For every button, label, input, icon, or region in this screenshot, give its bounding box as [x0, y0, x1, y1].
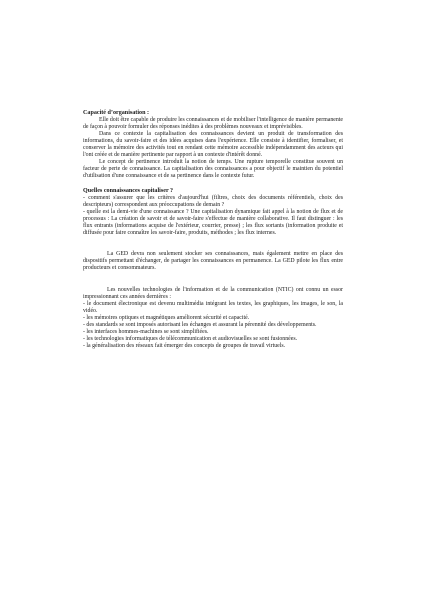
list-item: - comment s'assurer que les critères d'aujourd'hui (filtres, choix des documents référentiels, choix des descripteurs) correspondent aux préoccupations de demain ? [83, 195, 343, 208]
list-item: - le document électronique est devenu multimédia intégrant les textes, les graphiques, les images, le son, la vidéo. [83, 301, 343, 314]
ntic-list [83, 301, 343, 350]
paragraph-ged: La GED devra non seulement stocker ses connaissances, mais également mettre en place des dispositifs permettant d'échanger, de partager les connaissances en permanence. La GED pilote les flux entre producteurs et consommateurs. [83, 251, 343, 271]
document-body [83, 110, 343, 350]
list-item: - des standards se sont imposés autorisant les échanges et assurant la pérennité des développements. [83, 322, 317, 328]
question-list [83, 195, 343, 237]
list-item: - les interfaces hommes-machines se sont simplifiées. [83, 329, 209, 335]
list-item: - les technologies informatiques de télécommunication et audiovisuelles se sont fusionnées. [83, 336, 298, 342]
list-item: - quelle est la demi-vie d'une connaissance ? Une capitalisation dynamique fait appel à la notion de flux et de processus : La création de savoir et de savoir-faire s'effectue de manière collaborative. Il faut distinguer : les flux entrants (informations acquise de l'extérieur, courrier, presse) ; les flux sortants (information produite et diffusée pour faire connaître les savoir-faire, produits, méthodes ; les flux internes. [83, 209, 343, 236]
paragraph-ntic-intro: Les nouvelles technologies de l'information et de la communication (NTIC) ont connu un essor impressionnant ces années dernières : [83, 287, 343, 300]
list-item: - la généralisation des réseaux fait émerger des concepts de groupes de travail virtuels. [83, 343, 286, 349]
heading-capacite-organisation: Capacité d’organisation : [83, 110, 150, 116]
paragraph: Dans ce contexte la capitalisation des connaissances devient un produit de transformation des informations, du savoir-faire et des idées acquises dans l'expérience. Elle consiste à identifier, formaliser, et conserver la mémoire des activités tout en rendant cette mémoire accessible indépendamment des acteurs qui l'ont créée et de manière pertinente par rapport à un contexte d'intérêt donné. [83, 131, 343, 158]
list-item: - les mémoires optiques et magnétiques améliorent sécurité et capacité. [83, 315, 250, 321]
paragraph: Elle doit être capable de produire les connaissances et de mobiliser l'intelligence de manière permanente de façon à pouvoir formuler des réponses inédites à des problèmes nouveaux et imprévisibles. [83, 117, 343, 130]
paragraph: Le concept de pertinence introduit la notion de temps. Une rupture temporelle constitue souvent un facteur de perte de connaissance. La capitalisation des connaissances a pour objectif le maintien du potentiel d'utilisation d'une connaissance et de sa pertinence dans le contexte futur. [83, 159, 343, 179]
heading-quelles-connaissances: Quelles connaissances capitaliser ? [83, 188, 174, 194]
